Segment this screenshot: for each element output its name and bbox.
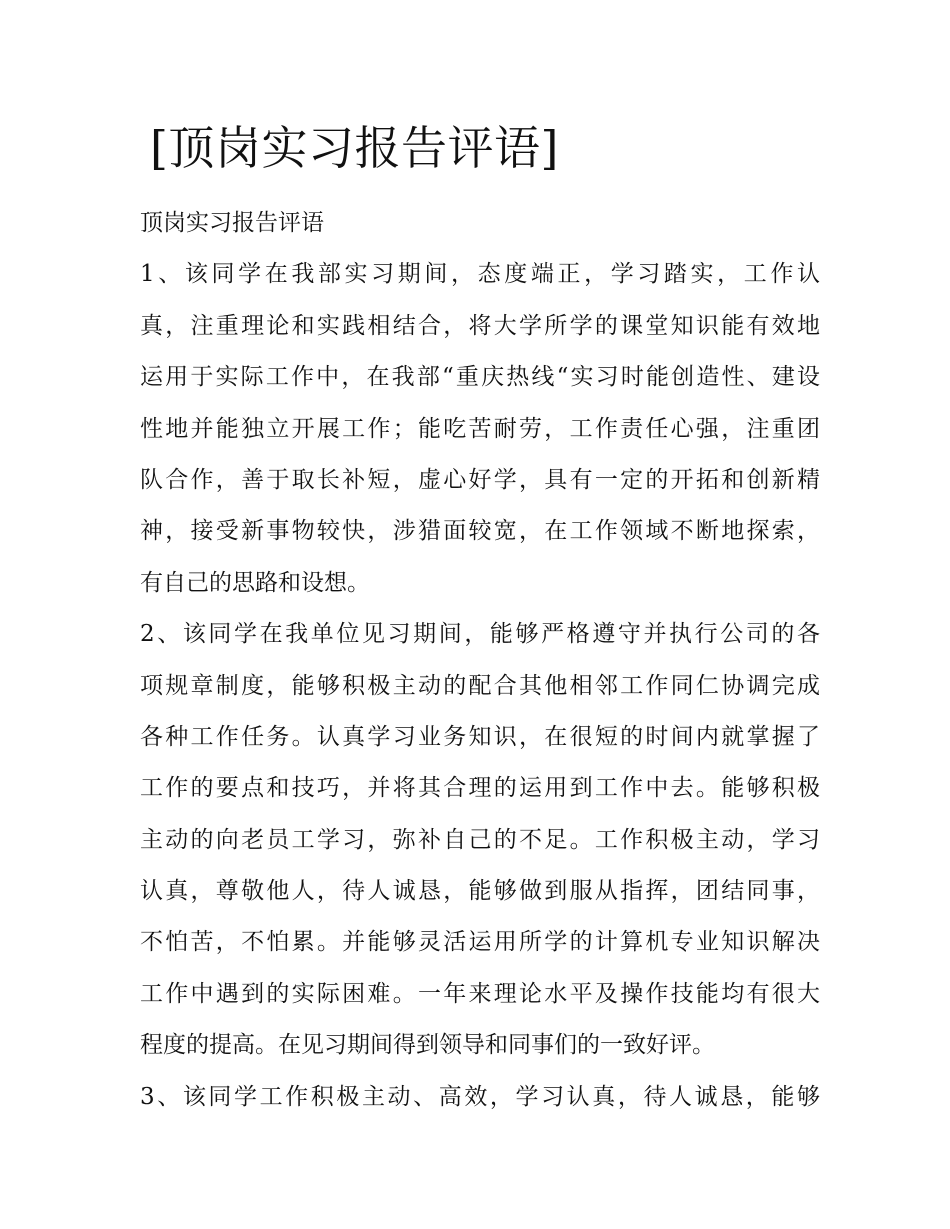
paragraph-3-line: 3、该同学工作积极主动、高效，学习认真，待人诚恳，能够 [140,1083,820,1110]
paragraph-1-line: 队合作，善于取长补短，虚心好学，具有一定的开拓和创新精 [140,466,820,493]
paragraph-1-line: 性地并能独立开展工作；能吃苦耐劳，工作责任心强，注重团 [140,415,820,442]
paragraph-2-line: 工作中遇到的实际困难。一年来理论水平及操作技能均有很大 [140,980,820,1007]
paragraph-2-line: 项规章制度，能够积极主动的配合其他相邻工作同仁协调完成 [140,672,820,699]
paragraph-2-line: 工作的要点和技巧，并将其合理的运用到工作中去。能够积极 [140,775,820,802]
document-body [140,203,820,1128]
document-subtitle: 顶岗实习报告评语 [140,210,324,236]
paragraph-2-line: 各种工作任务。认真学习业务知识，在很短的时间内就掌握了 [140,723,820,750]
paragraph-2-line: 2、该同学在我单位见习期间，能够严格遵守并执行公司的各 [140,621,820,648]
paragraph-2-line: 认真，尊敬他人，待人诚恳，能够做到服从指挥，团结同事， [140,878,820,905]
paragraph-1-line: 神，接受新事物较快，涉猎面较宽，在工作领域不断地探索， [140,518,820,545]
paragraph-1-line: 有自己的思路和设想。 [140,569,370,596]
paragraph-2-line: 主动的向老员工学习，弥补自己的不足。工作积极主动，学习 [140,826,820,853]
paragraph-2-line: 不怕苦，不怕累。并能够灵活运用所学的计算机专业知识解决 [140,929,820,956]
paragraph-1-line: 运用于实际工作中，在我部“重庆热线“实习时能创造性、建设 [140,364,820,391]
document-heading: [顶岗实习报告评语] [150,121,559,175]
paragraph-1-line: 真，注重理论和实践相结合，将大学所学的课堂知识能有效地 [140,312,820,339]
paragraph-2-line: 程度的提高。在见习期间得到领导和同事们的一致好评。 [140,1032,715,1059]
paragraph-1-line: 1、该同学在我部实习期间，态度端正，学习踏实，工作认 [140,261,820,288]
